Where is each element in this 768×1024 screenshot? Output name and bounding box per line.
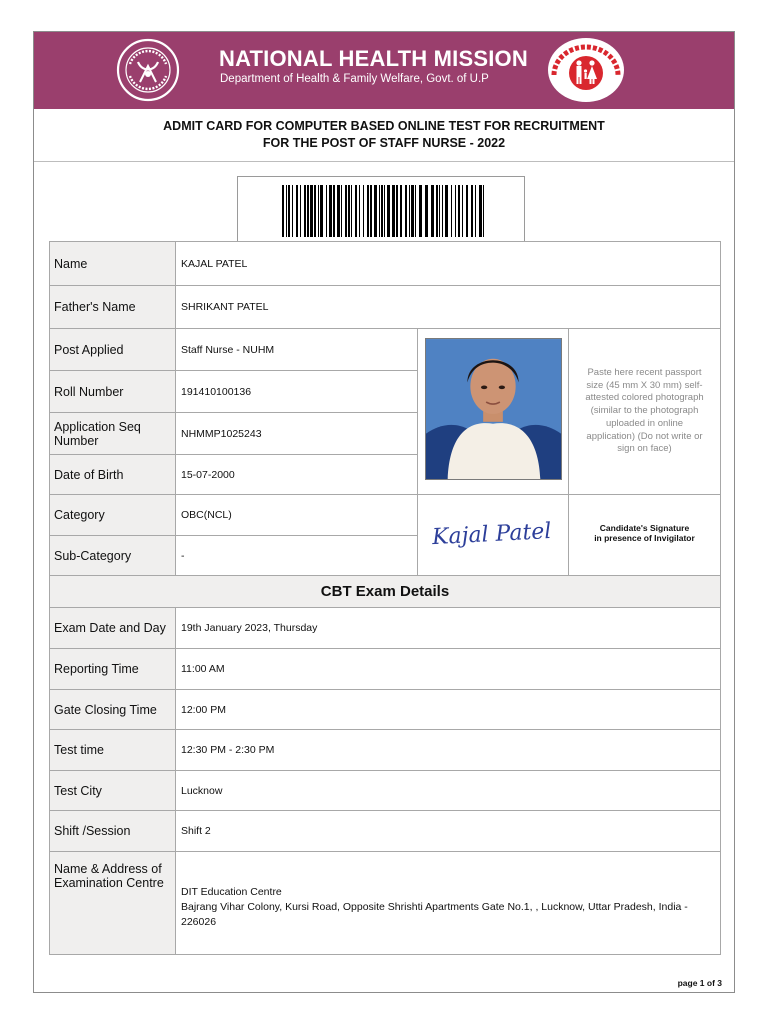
barcode-bar xyxy=(307,185,309,237)
admit-card-page xyxy=(33,31,735,993)
header-banner xyxy=(34,32,734,109)
post-label: Post Applied xyxy=(50,329,176,371)
row-category xyxy=(50,495,721,536)
barcode-bar xyxy=(341,185,342,237)
appseq-label: Application Seq Number xyxy=(50,413,176,455)
photo-cell xyxy=(418,329,569,495)
barcode-bar xyxy=(292,185,293,237)
roll-label: Roll Number xyxy=(50,371,176,413)
shift-label: Shift /Session xyxy=(50,811,176,852)
uttar-pradesh-emblem-icon xyxy=(116,38,180,102)
row-exam-centre xyxy=(50,852,721,955)
reporting-time-label: Reporting Time xyxy=(50,649,176,690)
barcode-bar xyxy=(387,185,390,237)
barcode-bar xyxy=(415,185,416,237)
subcategory-label: Sub-Category xyxy=(50,536,176,576)
category-label: Category xyxy=(50,495,176,536)
row-test-city xyxy=(50,771,721,811)
barcode-bar xyxy=(329,185,332,237)
barcode-bar xyxy=(337,185,340,237)
gate-closing-value: 12:00 PM xyxy=(176,690,721,730)
candidate-signature-caption xyxy=(569,495,721,576)
barcode-box xyxy=(237,176,525,242)
barcode-bar xyxy=(370,185,372,237)
candidate-signature-line-2: in presence of Invigilator xyxy=(594,533,695,543)
barcode-bar xyxy=(314,185,316,237)
barcode-bar xyxy=(379,185,380,237)
exam-date-label: Exam Date and Day xyxy=(50,608,176,649)
barcode-bar xyxy=(475,185,476,237)
row-post xyxy=(50,329,721,371)
post-value: Staff Nurse - NUHM xyxy=(176,329,418,371)
barcode-bar xyxy=(363,185,364,237)
barcode-bar xyxy=(282,185,284,237)
page-number: page 1 of 3 xyxy=(677,978,722,988)
barcode-bar xyxy=(471,185,473,237)
name-value: KAJAL PATEL xyxy=(176,242,721,286)
barcode-bar xyxy=(405,185,407,237)
shift-value: Shift 2 xyxy=(176,811,721,852)
barcode-bar xyxy=(310,185,313,237)
barcode-bar xyxy=(431,185,434,237)
nhm-logo-icon xyxy=(546,37,626,103)
gate-closing-label: Gate Closing Time xyxy=(50,690,176,730)
row-father xyxy=(50,286,721,329)
barcode-bar xyxy=(479,185,482,237)
barcode-bar xyxy=(384,185,385,237)
barcode-bar xyxy=(483,185,484,237)
barcode-bar xyxy=(351,185,352,237)
test-time-value: 12:30 PM - 2:30 PM xyxy=(176,730,721,771)
row-name xyxy=(50,242,721,286)
subcategory-value: - xyxy=(176,536,418,576)
dob-label: Date of Birth xyxy=(50,455,176,495)
barcode-bar xyxy=(359,185,360,237)
barcode-bar xyxy=(367,185,369,237)
reporting-time-value: 11:00 AM xyxy=(176,649,721,690)
barcode-bar xyxy=(466,185,468,237)
appseq-value: NHMMP1025243 xyxy=(176,413,418,455)
row-gate-closing xyxy=(50,690,721,730)
barcode-icon xyxy=(282,185,486,237)
candidate-signature-image xyxy=(418,503,569,563)
roll-value: 191410100136 xyxy=(176,371,418,413)
row-section-title xyxy=(50,576,721,608)
row-test-time xyxy=(50,730,721,771)
barcode-bar xyxy=(374,185,377,237)
barcode-bar xyxy=(286,185,287,237)
barcode-bar xyxy=(396,185,398,237)
exam-date-value: 19th January 2023, Thursday xyxy=(176,608,721,649)
exam-centre-label: Name & Address of Examination Centre xyxy=(50,852,176,955)
barcode-bar xyxy=(304,185,306,237)
barcode-bar xyxy=(411,185,414,237)
test-city-label: Test City xyxy=(50,771,176,811)
father-label: Father's Name xyxy=(50,286,176,329)
barcode-bar xyxy=(288,185,290,237)
heading-line-1: ADMIT CARD FOR COMPUTER BASED ONLINE TEST FOR RECRUITMENT xyxy=(163,119,605,133)
exam-centre-value xyxy=(176,852,721,955)
barcode-bar xyxy=(345,185,347,237)
row-reporting-time xyxy=(50,649,721,690)
admit-card-heading xyxy=(34,109,734,162)
barcode-bar xyxy=(409,185,410,237)
barcode-bar xyxy=(425,185,428,237)
barcode-bar xyxy=(333,185,335,237)
barcode-bar xyxy=(400,185,402,237)
heading-line-2: FOR THE POST OF STAFF NURSE - 2022 xyxy=(262,136,506,150)
barcode-bar xyxy=(442,185,443,237)
banner-subtitle: Department of Health & Family Welfare, Govt. of U.P xyxy=(220,73,489,85)
barcode-bar xyxy=(455,185,456,237)
barcode-bar xyxy=(318,185,319,237)
category-value: OBC(NCL) xyxy=(176,495,418,536)
barcode-bar xyxy=(320,185,323,237)
exam-centre-address: Bajrang Vihar Colony, Kursi Road, Opposite Shrishti Apartments Gate No.1, , Lucknow, Uttar Pradesh, India - 226026 xyxy=(181,901,688,928)
barcode-bar xyxy=(436,185,438,237)
signature-cell xyxy=(418,495,569,576)
barcode-bar xyxy=(439,185,440,237)
admit-card-table xyxy=(49,241,721,955)
photo-instructions: Paste here recent passport size (45 mm X 30 mm) self-attested colored photograph (similar to the photograph uploaded in online application) (Do not write or sign on face) xyxy=(569,329,721,495)
row-exam-date xyxy=(50,608,721,649)
barcode-bar xyxy=(458,185,460,237)
test-time-label: Test time xyxy=(50,730,176,771)
barcode-bar xyxy=(355,185,357,237)
father-value: SHRIKANT PATEL xyxy=(176,286,721,329)
barcode-bar xyxy=(445,185,448,237)
barcode-bar xyxy=(392,185,395,237)
row-shift xyxy=(50,811,721,852)
banner-title: NATIONAL HEALTH MISSION xyxy=(219,46,528,71)
dob-value: 15-07-2000 xyxy=(176,455,418,495)
candidate-signature-line-1: Candidate's Signature xyxy=(599,523,690,533)
barcode-bar xyxy=(326,185,327,237)
barcode-bar xyxy=(419,185,422,237)
name-label: Name xyxy=(50,242,176,286)
exam-centre-name: DIT Education Centre xyxy=(181,886,282,898)
barcode-bar xyxy=(462,185,463,237)
barcode-bar xyxy=(296,185,298,237)
barcode-bar xyxy=(300,185,301,237)
test-city-value: Lucknow xyxy=(176,771,721,811)
barcode-bar xyxy=(381,185,383,237)
candidate-photo xyxy=(425,338,562,480)
barcode-bar xyxy=(348,185,350,237)
cbt-section-title: CBT Exam Details xyxy=(50,576,721,608)
signature-handwriting: Kajal Patel xyxy=(431,518,553,550)
barcode-bar xyxy=(451,185,452,237)
